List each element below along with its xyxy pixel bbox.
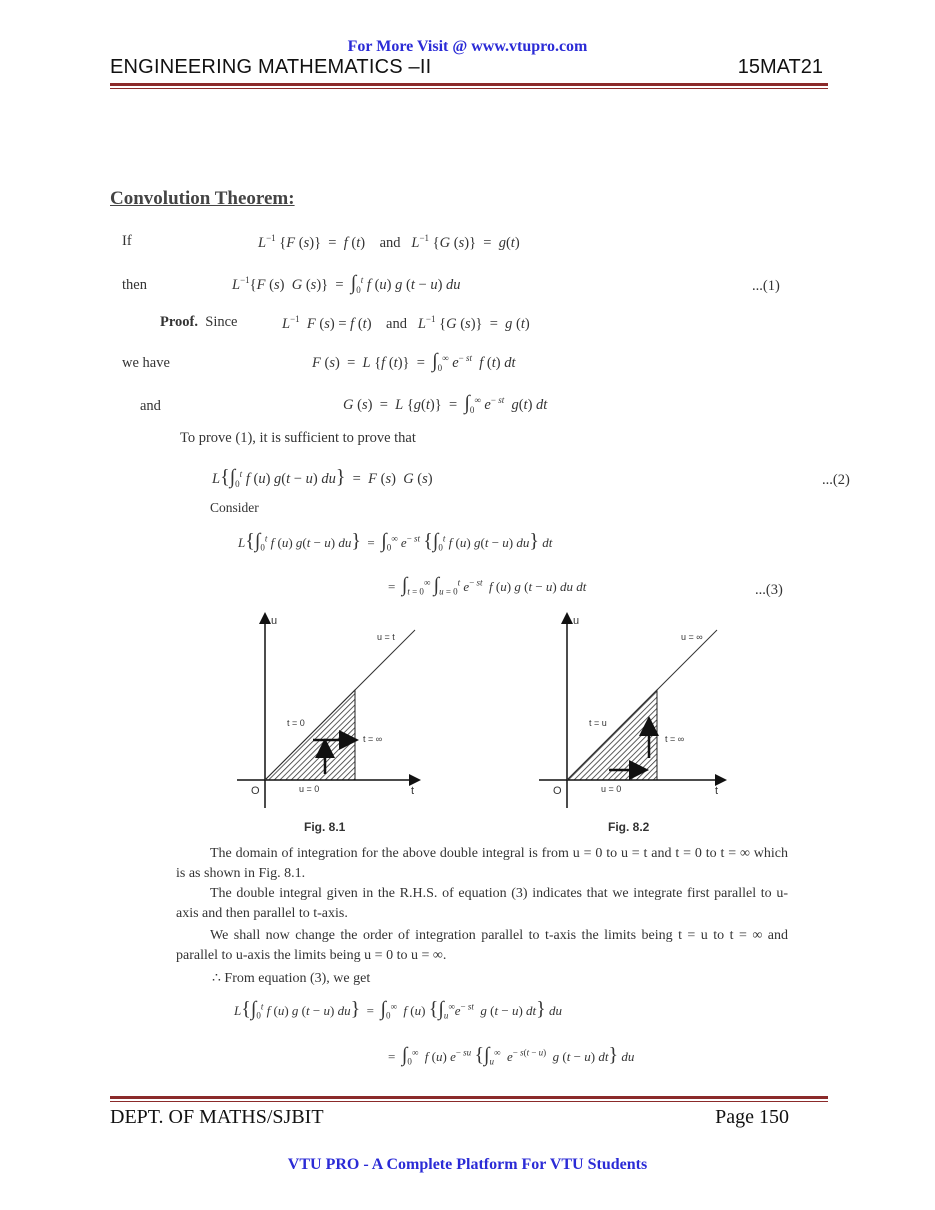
proof-eq: $L^{-1}$ F (s) = f (t) and $L^{-1}$ {G (s)} = g (t)	[282, 314, 530, 332]
from-eq3-text: ∴ From equation (3), we get	[212, 971, 371, 986]
eq1-label: ...(1)	[752, 278, 780, 294]
paragraph-change-order: We shall now change the order of integration parallel to t-axis the limits being t = u to t = ∞ and parallel to u-axis the limits being u = 0 to u = ∞.	[176, 928, 788, 963]
fig2-caption: Fig. 8.2	[608, 820, 650, 834]
laplace-g-eq: G (s) = L $\{g(t)\} = \int_0^\infty$ $e^{- st}$ g(t) dt	[343, 392, 548, 415]
page-number: Page 150	[715, 1106, 789, 1128]
paragraph-domain: The domain of integration for the above double integral is from u = 0 to u = t and t = 0 to t = ∞ which is as shown in Fig. 8.1.	[176, 846, 788, 881]
eq2: $L\{\int_0^t$ f (u) g(t − u) du} = F (s) G (s)	[212, 466, 433, 489]
fig-8-2	[539, 615, 721, 808]
fig2-t-label: t	[715, 785, 719, 797]
footer-rule-thin	[110, 1101, 828, 1102]
fig1-u-label: u	[271, 615, 278, 627]
and-label: and	[140, 398, 161, 414]
department-label: DEPT. OF MATHS/SJBIT	[110, 1106, 324, 1128]
fig1-left-label: t = 0	[287, 718, 305, 728]
eq2-label: ...(2)	[822, 472, 850, 488]
fig2-line-label: u = ∞	[681, 632, 703, 642]
fig1-line-label: u = t	[377, 632, 395, 642]
consider-text: Consider	[210, 500, 259, 515]
we-have-label: we have	[122, 355, 170, 371]
proof-label: Proof.	[160, 314, 198, 330]
fig1-origin: O	[251, 785, 260, 797]
figures-svg	[225, 608, 755, 838]
fig2-bottom-label: u = 0	[601, 784, 622, 794]
fig2-u-label: u	[573, 615, 580, 627]
fig1-caption: Fig. 8.1	[304, 820, 346, 834]
eq3-label: ...(3)	[755, 582, 783, 598]
fig1-bottom-label: u = 0	[299, 784, 320, 794]
platform-banner: VTU PRO - A Complete Platform For VTU Students	[287, 1156, 648, 1173]
convolution-eq: $L^{-1}\{F$ (s) G $(s)\} = \int_0^t$ f (u) g (t − u) du	[232, 272, 461, 295]
section-title: Convolution Theorem:	[110, 188, 295, 209]
proof-line	[160, 314, 237, 331]
visit-banner: For More Visit @ www.vtupro.com	[347, 38, 588, 55]
header-rule-thin	[110, 88, 828, 89]
fig2-origin: O	[553, 785, 562, 797]
course-code: 15MAT21	[737, 56, 823, 78]
document-title: ENGINEERING MATHEMATICS –II	[110, 56, 432, 78]
final-eq-1: $L\{\int_0^t$ f (u) g (t − u) $du\} = \int_0^\infty$ f (u) {$\int_u^\infty e^{- st}$ g (t − u) dt} du	[234, 998, 563, 1021]
footer-rule	[110, 1096, 828, 1099]
fig1-t-label: t	[411, 785, 415, 797]
statement-eq: $L^{-1}$ {F (s)} = f (t) and $L^{-1}$ {G (s)} = g(t)	[258, 233, 520, 251]
then-label: then	[122, 277, 147, 293]
fig1-right-label: t = ∞	[363, 734, 383, 744]
consider-eq: $L\{\int_0^t$ f (u) g(t − u) $du\} = \int_0^\infty$ $e^{- st}$ {$\int_0^t$ f (u) g(t − u) du} dt	[238, 530, 553, 553]
laplace-f-eq: F (s) = L {f $(t)\} = \int_0^\infty$ $e^{- st}$ f (t) dt	[312, 350, 516, 373]
fig-8-1	[237, 615, 415, 808]
paragraph-double-integral: The double integral given in the R.H.S. of equation (3) indicates that we integrate first parallel to u-axis and then parallel to t-axis.	[176, 886, 788, 921]
fig2-right-label: t = ∞	[665, 734, 685, 744]
header-rule	[110, 83, 828, 86]
to-prove-text: To prove (1), it is sufficient to prove that	[180, 430, 416, 446]
fig2-left-label: t = u	[589, 718, 607, 728]
eq3: = $\int_{t = 0}^\infty$ $\int_{u = 0}^t$ $e^{- st}$ f (u) g (t − u) du dt	[388, 574, 587, 597]
since-label: Since	[205, 314, 238, 330]
if-label: If	[122, 233, 132, 249]
final-eq-2: = $\int_0^\infty$ f (u) $e^{- su}$ {$\int_u^\infty$ $e^{- s(t - u)}$ g (t − u) dt} du	[388, 1044, 635, 1067]
